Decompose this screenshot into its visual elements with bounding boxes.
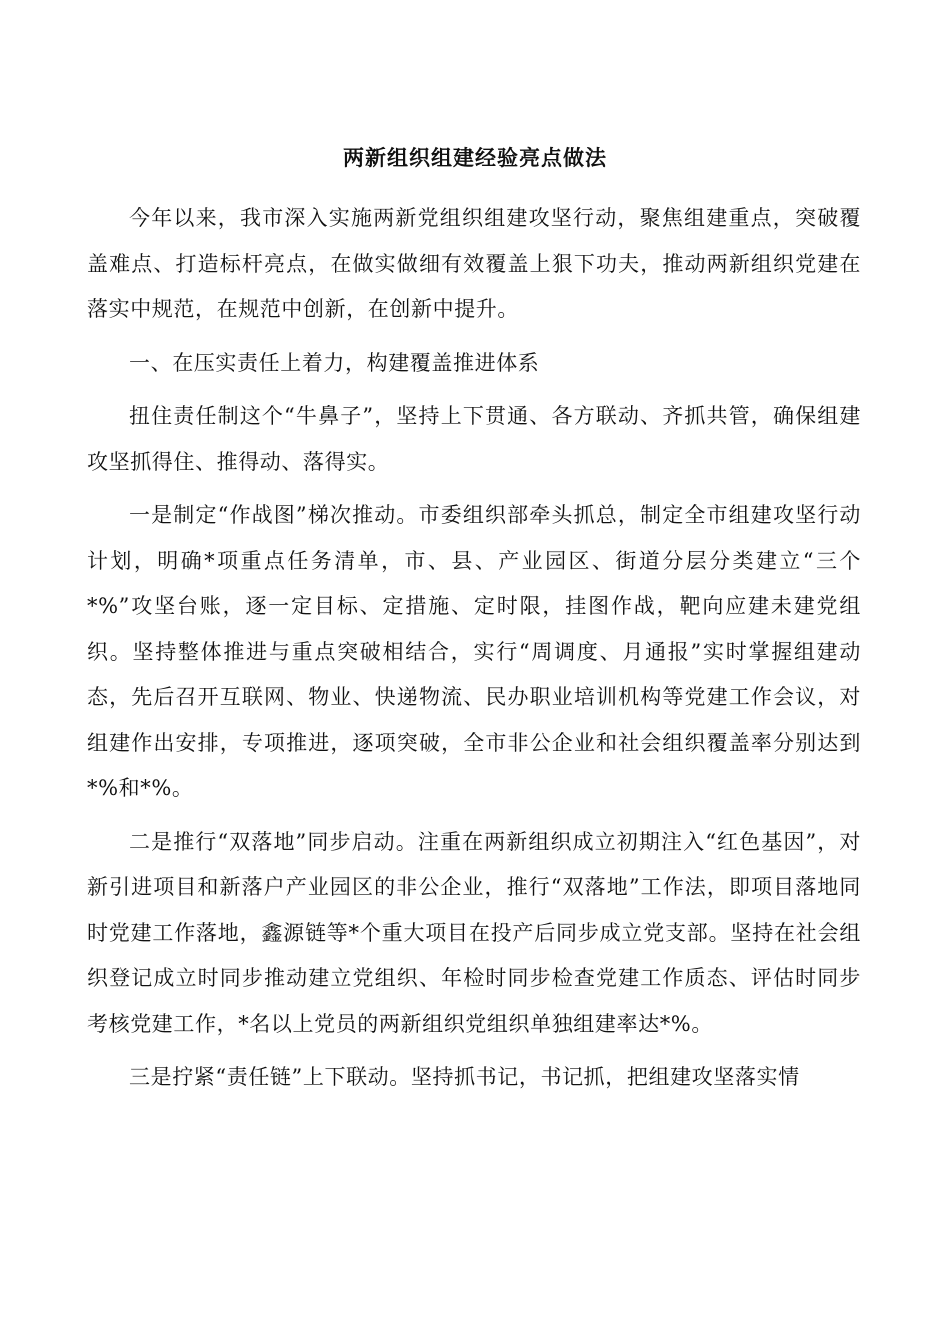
paragraph-point-2: 二是推行“双落地”同步启动。注重在两新组织成立初期注入“红色基因”，对新引进项目和新落户产业园区的非公企业，推行“双落地”工作法，即项目落地同时党建工作落地，鑫源链等*个重大项目在投产后同步成立党支部。坚持在社会组织登记成立时同步推动建立党组织、年检时同步检查党建工作质态、评估时同步考核党建工作，*名以上党员的两新组织党组织单独组建率达*%。 bbox=[87, 829, 861, 1036]
paragraph-intro: 今年以来，我市深入实施两新党组织组建攻坚行动，聚焦组建重点，突破覆盖难点、打造标杆亮点，在做实做细有效覆盖上狠下功夫，推动两新组织党建在落实中规范，在规范中创新，在创新中提升。 bbox=[87, 206, 861, 321]
document-body bbox=[87, 196, 861, 1101]
paragraph-point-1: 一是制定“作战图”梯次推动。市委组织部牵头抓总，制定全市组建攻坚行动计划，明确*项重点任务清单，市、县、产业园区、街道分层分类建立“三个*%”攻坚台账，逐一定目标、定措施、定时限，挂图作战，靶向应建未建党组织。坚持整体推进与重点突破相结合，实行“周调度、月通报”实时掌握组建动态，先后召开互联网、物业、快递物流、民办职业培训机构等党建工作会议，对组建作出安排，专项推进，逐项突破，全市非公企业和社会组织覆盖率分别达到*%和*%。 bbox=[87, 503, 861, 800]
paragraph-point-3: 三是拧紧“责任链”上下联动。坚持抓书记，书记抓，把组建攻坚落实情 bbox=[129, 1065, 800, 1089]
document-title: 两新组织组建经验亮点做法 bbox=[343, 145, 607, 170]
paragraph-section-1-intro: 扭住责任制这个“牛鼻子”，坚持上下贯通、各方联动、齐抓共管，确保组建攻坚抓得住、推得动、落得实。 bbox=[87, 404, 861, 474]
section-heading-1: 一、在压实责任上着力，构建覆盖推进体系 bbox=[129, 350, 540, 375]
